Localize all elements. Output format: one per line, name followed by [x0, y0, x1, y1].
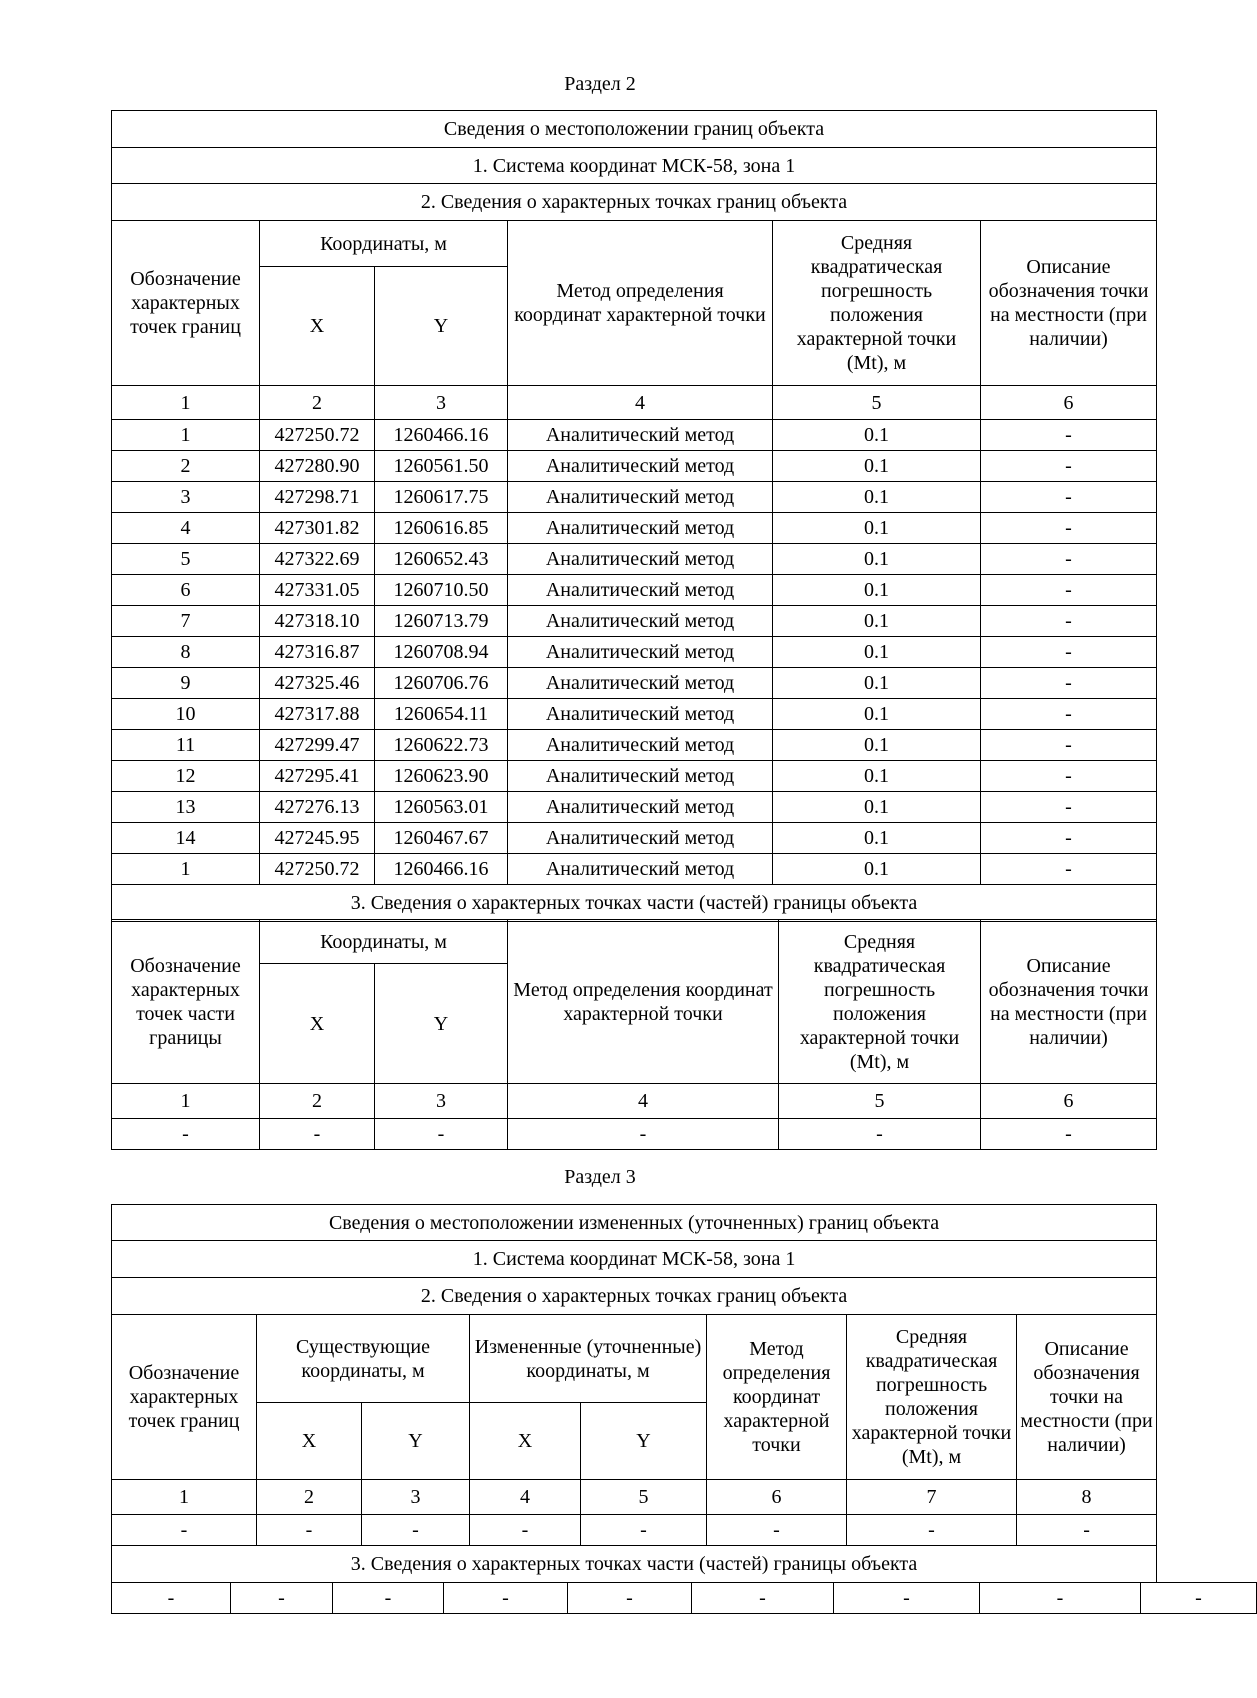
- table-cell: Аналитический метод: [508, 668, 773, 699]
- table-row: [112, 823, 1157, 854]
- section3-parts-table: [111, 1582, 1257, 1614]
- table-cell: Аналитический метод: [508, 854, 773, 885]
- column-number: 5: [779, 1084, 981, 1119]
- table-cell: 0.1: [773, 544, 981, 575]
- table-cell: 1260623.90: [375, 761, 508, 792]
- table-cell: -: [444, 1583, 568, 1614]
- column-number: 2: [260, 386, 375, 420]
- table-cell: 1260466.16: [375, 854, 508, 885]
- header-y: Y: [375, 267, 508, 386]
- column-number: 2: [260, 1084, 375, 1119]
- table-cell: 0.1: [773, 513, 981, 544]
- section3-title: Раздел 3: [564, 1166, 636, 1188]
- table-cell: 0.1: [773, 482, 981, 513]
- section3-table: [111, 1204, 1157, 1583]
- table-cell: 8: [112, 637, 260, 668]
- s3-header-y-existing: Y: [362, 1403, 470, 1480]
- table-cell: 1260563.01: [375, 792, 508, 823]
- s3-table-title: Сведения о местоположении измененных (уточненных) границ объекта: [112, 1205, 1157, 1241]
- table-cell: 3: [112, 482, 260, 513]
- table-cell: -: [981, 637, 1157, 668]
- table-cell: -: [581, 1515, 707, 1546]
- table-row: [112, 482, 1157, 513]
- table-cell: 0.1: [773, 668, 981, 699]
- parts-header-coords: Координаты, м: [260, 920, 508, 964]
- table-cell: 427298.71: [260, 482, 375, 513]
- table-cell: 11: [112, 730, 260, 761]
- table-cell: Аналитический метод: [508, 637, 773, 668]
- table-cell: -: [779, 1119, 981, 1150]
- table-cell: 427322.69: [260, 544, 375, 575]
- table-cell: 1260713.79: [375, 606, 508, 637]
- table-cell: -: [112, 1515, 257, 1546]
- table-cell: -: [981, 730, 1157, 761]
- s3-parts-title: 3. Сведения о характерных точках части (частей) границы объекта: [112, 1546, 1157, 1583]
- s3-header-changed: Измененные (уточненные) координаты, м: [470, 1315, 707, 1403]
- table-cell: 427331.05: [260, 575, 375, 606]
- table-cell: 427250.72: [260, 420, 375, 451]
- table-cell: -: [1017, 1515, 1157, 1546]
- column-number: 1: [112, 1084, 260, 1119]
- table-cell: 12: [112, 761, 260, 792]
- table-cell: -: [981, 606, 1157, 637]
- header-x: X: [260, 267, 375, 386]
- table-cell: -: [981, 451, 1157, 482]
- column-number: 6: [707, 1480, 847, 1515]
- table-cell: -: [231, 1583, 333, 1614]
- header-method: Метод определения координат характерной точки: [508, 221, 773, 386]
- s3-header-x-existing: X: [257, 1403, 362, 1480]
- table-cell: 1: [112, 854, 260, 885]
- s3-header-error: Средняя квадратическая погрешность положения характерной точки (Mt), м: [847, 1315, 1017, 1480]
- table-cell: 427317.88: [260, 699, 375, 730]
- table-title: Сведения о местоположении границ объекта: [112, 111, 1157, 148]
- table-cell: -: [981, 792, 1157, 823]
- table-cell: 0.1: [773, 699, 981, 730]
- table-cell: -: [980, 1583, 1141, 1614]
- table-cell: -: [112, 1583, 231, 1614]
- table-cell: Аналитический метод: [508, 451, 773, 482]
- section2-title: Раздел 2: [564, 73, 636, 95]
- table-cell: -: [981, 1119, 1157, 1150]
- table-cell: 427299.47: [260, 730, 375, 761]
- table-cell: 427301.82: [260, 513, 375, 544]
- parts-header-x: X: [260, 964, 375, 1084]
- points-title: 2. Сведения о характерных точках границ объекта: [112, 184, 1157, 221]
- table-cell: 0.1: [773, 792, 981, 823]
- table-cell: -: [981, 668, 1157, 699]
- table-row: [112, 451, 1157, 482]
- s3-header-x-changed: X: [470, 1403, 581, 1480]
- header-error: Средняя квадратическая погрешность положения характерной точки (Mt), м: [773, 221, 981, 386]
- table-cell: -: [981, 823, 1157, 854]
- s3-header-description: Описание обозначения точки на местности (при наличии): [1017, 1315, 1157, 1480]
- column-number: 7: [847, 1480, 1017, 1515]
- table-cell: 0.1: [773, 420, 981, 451]
- column-number: 6: [981, 1084, 1157, 1119]
- column-number: 3: [375, 1084, 508, 1119]
- table-cell: 427316.87: [260, 637, 375, 668]
- table-cell: -: [981, 513, 1157, 544]
- table-cell: 0.1: [773, 451, 981, 482]
- table-cell: Аналитический метод: [508, 482, 773, 513]
- header-designation: Обозначение характерных точек границ: [112, 221, 260, 386]
- table-row: [112, 699, 1157, 730]
- table-cell: 427325.46: [260, 668, 375, 699]
- table-cell: -: [260, 1119, 375, 1150]
- table-cell: 1260616.85: [375, 513, 508, 544]
- table-cell: 427280.90: [260, 451, 375, 482]
- s3-header-existing: Существующие координаты, м: [257, 1315, 470, 1403]
- table-cell: 427295.41: [260, 761, 375, 792]
- table-cell: 427318.10: [260, 606, 375, 637]
- table-cell: -: [707, 1515, 847, 1546]
- parts-header-designation: Обозначение характерных точек части границы: [112, 920, 260, 1084]
- table-row: [112, 668, 1157, 699]
- header-coords: Координаты, м: [260, 221, 508, 267]
- table-row: [112, 606, 1157, 637]
- table-row: [112, 575, 1157, 606]
- table-row: [112, 854, 1157, 885]
- s3-header-method: Метод определения координат характерной точки: [707, 1315, 847, 1480]
- table-cell: Аналитический метод: [508, 513, 773, 544]
- table-cell: 14: [112, 823, 260, 854]
- table-cell: Аналитический метод: [508, 761, 773, 792]
- table-cell: Аналитический метод: [508, 823, 773, 854]
- s3-coord-system: 1. Система координат МСК-58, зона 1: [112, 1241, 1157, 1278]
- table-cell: -: [257, 1515, 362, 1546]
- table-cell: 1260561.50: [375, 451, 508, 482]
- table-cell: 0.1: [773, 823, 981, 854]
- table-cell: 7: [112, 606, 260, 637]
- table-cell: 1260652.43: [375, 544, 508, 575]
- table-cell: 1260617.75: [375, 482, 508, 513]
- column-number: 4: [508, 386, 773, 420]
- table-cell: -: [362, 1515, 470, 1546]
- table-cell: 427250.72: [260, 854, 375, 885]
- table-cell: 2: [112, 451, 260, 482]
- table-cell: Аналитический метод: [508, 575, 773, 606]
- s3-header-designation: Обозначение характерных точек границ: [112, 1315, 257, 1480]
- table-cell: 4: [112, 513, 260, 544]
- table-row: [112, 513, 1157, 544]
- table-cell: 1: [112, 420, 260, 451]
- table-cell: -: [834, 1583, 980, 1614]
- parts-title: 3. Сведения о характерных точках части (частей) границы объекта: [112, 885, 1157, 922]
- column-number: 3: [375, 386, 508, 420]
- table-row: [112, 761, 1157, 792]
- header-description: Описание обозначения точки на местности (при наличии): [981, 221, 1157, 386]
- table-cell: 6: [112, 575, 260, 606]
- table-cell: 0.1: [773, 606, 981, 637]
- table-cell: -: [375, 1119, 508, 1150]
- parts-header-error: Средняя квадратическая погрешность положения характерной точки (Mt), м: [779, 920, 981, 1084]
- table-cell: -: [333, 1583, 444, 1614]
- table-cell: 13: [112, 792, 260, 823]
- parts-header-description: Описание обозначения точки на местности (при наличии): [981, 920, 1157, 1084]
- table-cell: -: [847, 1515, 1017, 1546]
- table-cell: 1260710.50: [375, 575, 508, 606]
- table-cell: 427245.95: [260, 823, 375, 854]
- table-cell: 0.1: [773, 761, 981, 792]
- table-cell: 1260622.73: [375, 730, 508, 761]
- table-cell: -: [981, 699, 1157, 730]
- section2-table: [111, 110, 1157, 922]
- table-cell: -: [470, 1515, 581, 1546]
- table-row: [112, 730, 1157, 761]
- table-cell: Аналитический метод: [508, 730, 773, 761]
- column-number: 8: [1017, 1480, 1157, 1515]
- table-cell: -: [1141, 1583, 1257, 1614]
- table-row: [112, 637, 1157, 668]
- coord-system: 1. Система координат МСК-58, зона 1: [112, 148, 1157, 184]
- table-cell: -: [692, 1583, 834, 1614]
- column-number: 5: [581, 1480, 707, 1515]
- table-cell: 0.1: [773, 575, 981, 606]
- table-cell: 1260708.94: [375, 637, 508, 668]
- table-row: [112, 544, 1157, 575]
- table-cell: 0.1: [773, 854, 981, 885]
- s3-points-title: 2. Сведения о характерных точках границ объекта: [112, 1278, 1157, 1315]
- parts-header-y: Y: [375, 964, 508, 1084]
- table-cell: 427276.13: [260, 792, 375, 823]
- column-number: 1: [112, 386, 260, 420]
- table-cell: Аналитический метод: [508, 420, 773, 451]
- column-number: 4: [508, 1084, 779, 1119]
- column-number: 1: [112, 1480, 257, 1515]
- table-cell: Аналитический метод: [508, 606, 773, 637]
- table-cell: -: [981, 544, 1157, 575]
- table-cell: Аналитический метод: [508, 699, 773, 730]
- table-cell: -: [508, 1119, 779, 1150]
- table-cell: -: [112, 1119, 260, 1150]
- table-cell: 1260654.11: [375, 699, 508, 730]
- table-cell: 5: [112, 544, 260, 575]
- table-cell: 1260466.16: [375, 420, 508, 451]
- table-cell: -: [981, 482, 1157, 513]
- table-row: [112, 420, 1157, 451]
- parts-header-method: Метод определения координат характерной точки: [508, 920, 779, 1084]
- table-cell: -: [981, 420, 1157, 451]
- table-cell: -: [568, 1583, 692, 1614]
- s3-header-y-changed: Y: [581, 1403, 707, 1480]
- table-cell: 1260467.67: [375, 823, 508, 854]
- table-cell: 0.1: [773, 637, 981, 668]
- table-cell: Аналитический метод: [508, 792, 773, 823]
- column-number: 2: [257, 1480, 362, 1515]
- column-number: 5: [773, 386, 981, 420]
- table-cell: 10: [112, 699, 260, 730]
- table-cell: 1260706.76: [375, 668, 508, 699]
- table-cell: Аналитический метод: [508, 544, 773, 575]
- column-number: 3: [362, 1480, 470, 1515]
- section2-parts-table: [111, 919, 1157, 1150]
- table-cell: -: [981, 854, 1157, 885]
- table-cell: -: [981, 575, 1157, 606]
- table-cell: 9: [112, 668, 260, 699]
- column-number: 6: [981, 386, 1157, 420]
- column-number: 4: [470, 1480, 581, 1515]
- table-row: [112, 792, 1157, 823]
- table-cell: 0.1: [773, 730, 981, 761]
- table-cell: -: [981, 761, 1157, 792]
